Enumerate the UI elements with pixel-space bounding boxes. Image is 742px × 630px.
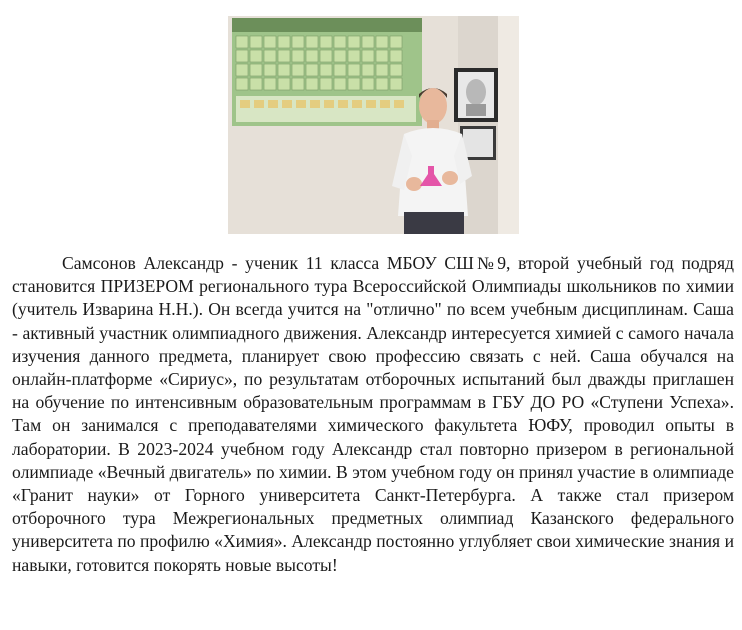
- article-text: [12, 252, 734, 577]
- student-photo: [228, 16, 519, 234]
- student-photo-icon: [228, 16, 519, 234]
- article-paragraph: Самсонов Александр - ученик 11 класса МБОУ СШ№9, второй учебный год подряд становится ПРИЗЕРОМ регионального тура Всероссийской Олимпиады школьников по химии (учитель Изварина Н.Н.). Он всегда учится на "отлично" по всем учебным дисциплинам. Саша - активный участник олимпиадного движения. Александр интересуется химией с самого начала изучения данного предмета, планирует свою профессию связать с ней. Саша обучался на онлайн-платформе «Сириус», по результатам отборочных испытаний был дважды приглашен на обучение по интенсивным образовательным программам в ГБУ ДО РО «Ступени Успеха». Там он занимался с преподавателями химического факультета ЮФУ, проводил опыты в лаборатории. В 2023-2024 учебном году Александр стал повторно призером в региональной олимпиаде «Вечный двигатель» по химии. В этом учебном году он принял участие в олимпиаде «Гранит науки» от Горного университета Санкт-Петербурга. А также стал призером отборочного тура Межрегиональных предметных олимпиад Казанского федерального университета по профилю «Химия». Александр постоянно углубляет свои химические знания и навыки, готовится покорять новые высоты!: [12, 253, 734, 575]
